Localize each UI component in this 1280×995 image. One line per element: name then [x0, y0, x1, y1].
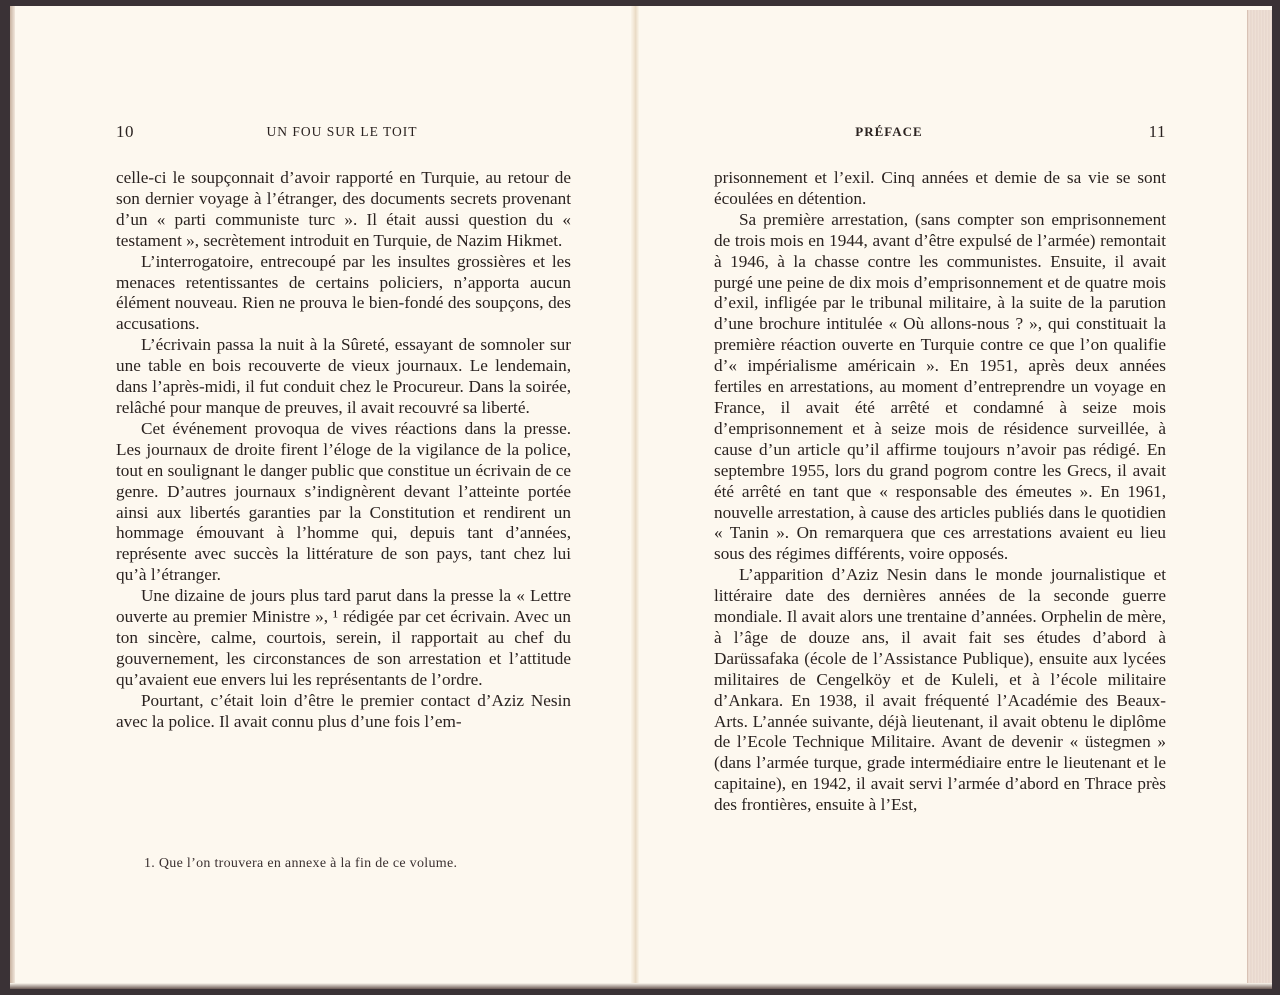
- left-page: [10, 6, 630, 989]
- left-page-body: [116, 168, 571, 732]
- footnote: 1. Que l’on trouvera en annexe à la fin de ce volume.: [144, 856, 458, 871]
- paragraph: prisonnement et l’exil. Cinq années et demie de sa vie se sont écoulées en détention.: [714, 168, 1166, 208]
- chapter-title-header: PRÉFACE: [855, 124, 923, 139]
- paragraph: Pourtant, c’était loin d’être le premier contact d’Aziz Nesin avec la police. Il avait connu plus d’une fois l’em-: [116, 690, 571, 731]
- paragraph: Cet événement provoqua de vives réactions dans la presse. Les journaux de droite firent l’éloge de la vigilance de la police, tout en soulignant le danger public que constitue un écrivain de ce genre. D’autres journaux s’indignèrent devant l’atteinte portée ainsi aux libertés garanties par la Constitution et rendirent un hommage émouvant à l’homme qui, depuis tant d’années, représente avec succès la littérature de son pays, tant chez lui qu’à l’étranger.: [116, 418, 571, 585]
- right-running-head: [712, 122, 1166, 142]
- book-title-header: UN FOU SUR LE TOIT: [266, 124, 418, 139]
- right-page-body: [714, 168, 1166, 816]
- paragraph: Une dizaine de jours plus tard parut dans la presse la « Lettre ouverte au premier Ministre », ¹ rédigée par cet écrivain. Avec un ton sincère, calme, courtois, serein, il rapportait au chef du gouvernement, les circonstances de son arrestation et l’attitude qu’avaient eue envers lui les représentants de l’ordre.: [116, 586, 571, 689]
- page-edges: [1247, 10, 1272, 983]
- paragraph: celle-ci le soupçonnait d’avoir rapporté en Turquie, au retour de son dernier voyage à l’étranger, des documents secrets provenant d’un « parti communiste turc ». Il était aussi question du « testament », secrètement introduit en Turquie, de Nazim Hikmet.: [116, 168, 571, 250]
- open-book: [10, 6, 1272, 989]
- page-number: 11: [1148, 122, 1166, 141]
- book-bottom-edge: [10, 983, 1272, 989]
- paragraph: Sa première arrestation, (sans compter son emprisonnement de trois mois en 1944, avant d’être expulsé de l’armée) remontait à 1946, à la chasse contre les communistes. Ensuite, il avait purgé une peine de dix mois d’emprisonnement et de quatre mois d’exil, infligée par le tribunal militaire, à la suite de la parution d’une brochure intitulée « Où allons-nous ? », qui constituait la première réaction ouverte en Turquie contre ce que l’on qualifie d’« impérialisme américain ». En 1951, après deux années fertiles en arrestations, au moment d’entreprendre un voyage en France, il avait été arrêté et condamné à seize mois d’emprisonnement et à seize mois de résidence surveillée, à cause d’un article qu’il affirme toujours n’avoir pas rédigé. En septembre 1955, lors du grand pogrom contre les Grecs, il avait été arrêté en tant que « responsable des émeutes ». En 1961, nouvelle arrestation, à cause des articles publiés dans le quotidien « Tanin ». On remarquera que ces arrestations avaient eu lieu sous des régimes différents, voire opposés.: [714, 209, 1166, 564]
- right-page: [640, 6, 1250, 989]
- paragraph: L’apparition d’Aziz Nesin dans le monde journalistique et littéraire date des dernières années de la seconde guerre mondiale. Il avait alors une trentaine d’années. Orphelin de mère, à l’âge de douze ans, il avait fait ses études d’abord à Darüssafaka (école de l’Assistance Publique), ensuite aux lycées militaires de Cengelköy et de Kuleli, et à l’école militaire d’Ankara. En 1938, il avait fréquenté l’Académie des Beaux-Arts. L’année suivante, déjà lieutenant, il avait obtenu le diplôme de l’Ecole Technique Militaire. Avant de devenir « üstegmen » (dans l’armée turque, grade intermédiaire entre le lieutenant et le capitaine), en 1942, il avait servi l’armée d’abord en Thrace près des frontières, ensuite à l’Est,: [714, 565, 1166, 815]
- paragraph: L’écrivain passa la nuit à la Sûreté, essayant de somnoler sur une table en bois recouverte de vieux journaux. Le lendemain, dans l’après-midi, il fut conduit chez le Procureur. Dans la soirée, relâché pour manque de preuves, il avait recouvré sa liberté.: [116, 335, 571, 417]
- left-running-head: [116, 122, 568, 142]
- paragraph: L’interrogatoire, entrecoupé par les insultes grossières et les menaces retentissantes de certains policiers, n’apporta aucun élément nouveau. Rien ne prouva le bien-fondé des soupçons, des accusations.: [116, 251, 571, 334]
- book-gutter: [631, 6, 639, 989]
- page-number: 10: [116, 122, 134, 141]
